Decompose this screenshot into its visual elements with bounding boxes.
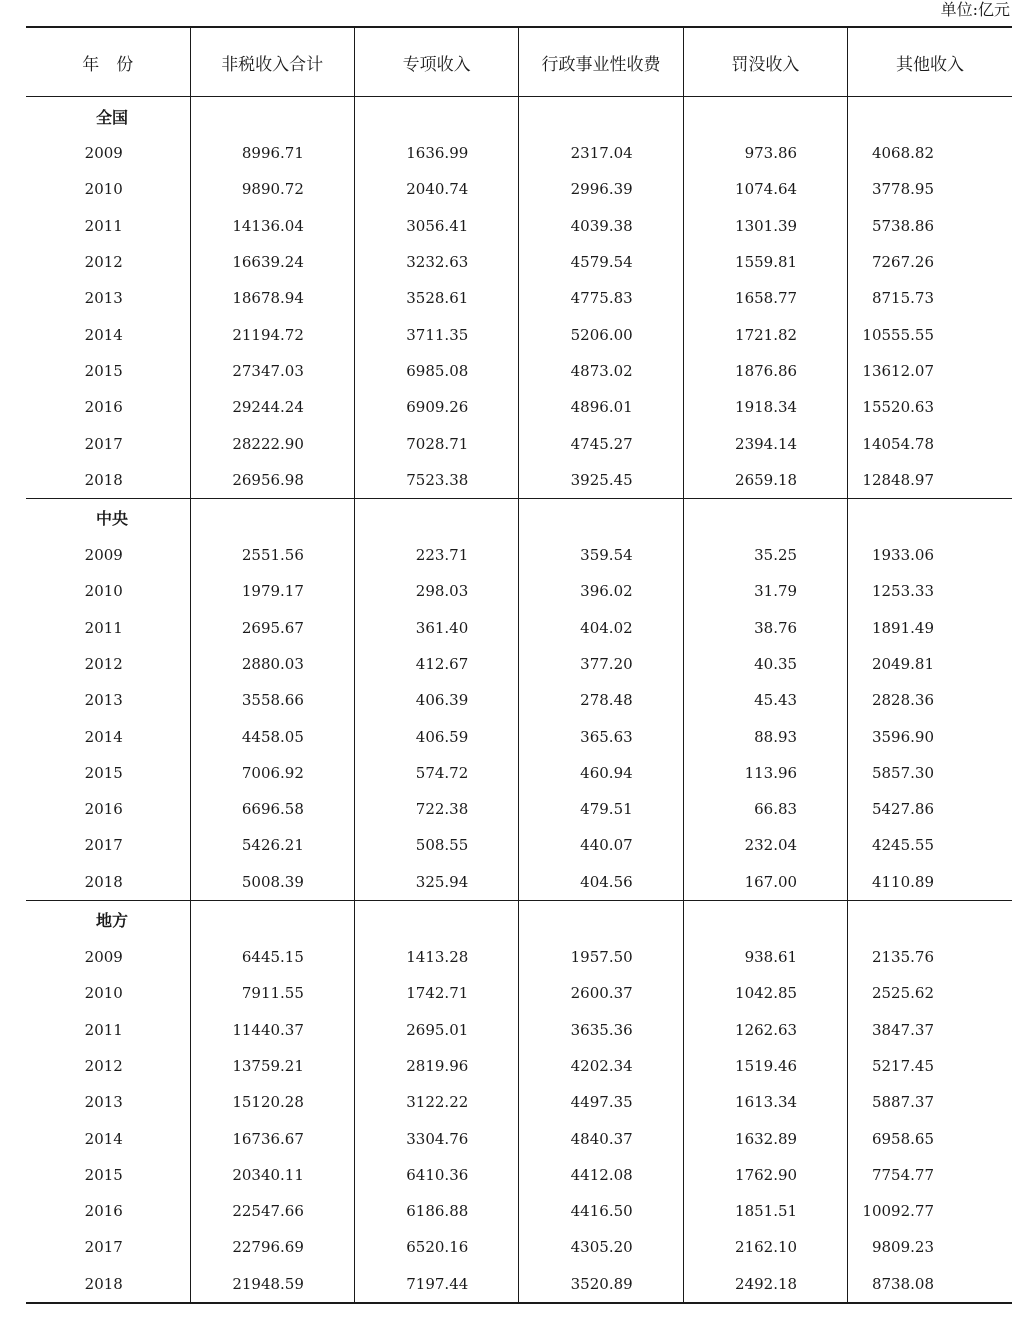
cell-admin-fees: 3635.36 <box>519 1012 683 1048</box>
unit-label: 单位:亿元 <box>940 0 1010 19</box>
cell-other: 4110.89 <box>848 864 1012 901</box>
cell-total: 11440.37 <box>190 1012 354 1048</box>
table-row <box>26 316 1012 352</box>
cell-year: 2017 <box>84 434 123 453</box>
cell-other: 13612.07 <box>848 353 1012 389</box>
table-row <box>26 864 1012 901</box>
cell-fines: 232.04 <box>683 827 847 863</box>
table-row <box>26 425 1012 461</box>
cell-other: 7267.26 <box>848 244 1012 280</box>
cell-total: 3558.66 <box>190 682 354 718</box>
empty-cell <box>519 498 683 537</box>
empty-cell <box>848 900 1012 939</box>
empty-cell <box>354 900 518 939</box>
cell-admin-fees: 3520.89 <box>519 1266 683 1303</box>
cell-total: 21194.72 <box>190 316 354 352</box>
cell-fines: 40.35 <box>683 646 847 682</box>
cell-fines: 1301.39 <box>683 208 847 244</box>
cell-year: 2017 <box>84 1238 123 1257</box>
cell-year: 2010 <box>84 582 123 601</box>
section-row <box>26 498 1012 537</box>
cell-other: 2135.76 <box>848 939 1012 975</box>
cell-total: 14136.04 <box>190 208 354 244</box>
cell-fines: 2659.18 <box>683 462 847 499</box>
header-total: 非税收入合计 <box>190 27 354 97</box>
cell-special: 2819.96 <box>354 1048 518 1084</box>
cell-fines: 167.00 <box>683 864 847 901</box>
cell-total: 13759.21 <box>190 1048 354 1084</box>
cell-year: 2015 <box>84 1165 123 1184</box>
cell-other: 9809.23 <box>848 1229 1012 1265</box>
cell-admin-fees: 4412.08 <box>519 1157 683 1193</box>
cell-admin-fees: 1957.50 <box>519 939 683 975</box>
table-row <box>26 537 1012 573</box>
cell-year: 2016 <box>84 800 123 819</box>
cell-special: 1742.71 <box>354 975 518 1011</box>
cell-admin-fees: 404.56 <box>519 864 683 901</box>
cell-total: 8996.71 <box>190 135 354 171</box>
table-row <box>26 975 1012 1011</box>
cell-special: 574.72 <box>354 755 518 791</box>
cell-special: 298.03 <box>354 573 518 609</box>
cell-other: 5857.30 <box>848 755 1012 791</box>
table-row <box>26 791 1012 827</box>
cell-year: 2013 <box>84 1093 123 1112</box>
cell-special: 6520.16 <box>354 1229 518 1265</box>
cell-year: 2016 <box>84 398 123 417</box>
cell-fines: 938.61 <box>683 939 847 975</box>
empty-cell <box>354 498 518 537</box>
cell-admin-fees: 365.63 <box>519 718 683 754</box>
cell-total: 28222.90 <box>190 425 354 461</box>
cell-year: 2012 <box>84 655 123 673</box>
cell-total: 6696.58 <box>190 791 354 827</box>
cell-admin-fees: 440.07 <box>519 827 683 863</box>
cell-special: 3056.41 <box>354 208 518 244</box>
cell-year: 2010 <box>84 984 123 1003</box>
cell-year: 2016 <box>84 1202 123 1221</box>
cell-total: 16639.24 <box>190 244 354 280</box>
cell-special: 6909.26 <box>354 389 518 425</box>
cell-admin-fees: 4579.54 <box>519 244 683 280</box>
section-label: 地方 <box>96 911 129 931</box>
cell-special: 406.39 <box>354 682 518 718</box>
cell-fines: 113.96 <box>683 755 847 791</box>
cell-other: 3847.37 <box>848 1012 1012 1048</box>
cell-fines: 1262.63 <box>683 1012 847 1048</box>
cell-fines: 31.79 <box>683 573 847 609</box>
table-row <box>26 244 1012 280</box>
cell-other: 2525.62 <box>848 975 1012 1011</box>
cell-total: 26956.98 <box>190 462 354 499</box>
cell-other: 4068.82 <box>848 135 1012 171</box>
cell-admin-fees: 4039.38 <box>519 208 683 244</box>
cell-admin-fees: 359.54 <box>519 537 683 573</box>
cell-year: 2014 <box>84 1129 123 1148</box>
header-other: 其他收入 <box>848 27 1012 97</box>
cell-year: 2018 <box>26 462 190 499</box>
cell-year: 2013 <box>84 289 123 308</box>
cell-special: 2695.01 <box>354 1012 518 1048</box>
cell-other: 1891.49 <box>848 610 1012 646</box>
cell-other: 1933.06 <box>848 537 1012 573</box>
cell-special: 406.59 <box>354 718 518 754</box>
table-header <box>26 27 1012 97</box>
cell-total: 2551.56 <box>190 537 354 573</box>
cell-other: 5887.37 <box>848 1084 1012 1120</box>
cell-admin-fees: 4305.20 <box>519 1229 683 1265</box>
cell-total: 21948.59 <box>190 1266 354 1303</box>
cell-admin-fees: 377.20 <box>519 646 683 682</box>
table-row <box>26 1157 1012 1193</box>
cell-fines: 1632.89 <box>683 1120 847 1156</box>
cell-year: 2018 <box>26 864 190 901</box>
cell-other: 1253.33 <box>848 573 1012 609</box>
cell-total: 5426.21 <box>190 827 354 863</box>
cell-year: 2011 <box>84 1020 123 1039</box>
cell-special: 1636.99 <box>354 135 518 171</box>
cell-year: 2012 <box>84 253 123 272</box>
cell-other: 7754.77 <box>848 1157 1012 1193</box>
section-row <box>26 97 1012 136</box>
cell-special: 7523.38 <box>354 462 518 499</box>
cell-special: 2040.74 <box>354 171 518 207</box>
cell-special: 3232.63 <box>354 244 518 280</box>
cell-fines: 1559.81 <box>683 244 847 280</box>
cell-year: 2017 <box>84 836 123 855</box>
cell-special: 3122.22 <box>354 1084 518 1120</box>
cell-special: 3528.61 <box>354 280 518 316</box>
cell-fines: 2162.10 <box>683 1229 847 1265</box>
cell-other: 5738.86 <box>848 208 1012 244</box>
table-row <box>26 1229 1012 1265</box>
cell-total: 9890.72 <box>190 171 354 207</box>
cell-other: 5217.45 <box>848 1048 1012 1084</box>
cell-other: 10555.55 <box>848 316 1012 352</box>
table-row <box>26 171 1012 207</box>
table-row <box>26 1012 1012 1048</box>
cell-total: 7911.55 <box>190 975 354 1011</box>
cell-year: 2014 <box>84 325 123 344</box>
cell-other: 3596.90 <box>848 718 1012 754</box>
cell-fines: 66.83 <box>683 791 847 827</box>
table-row <box>26 462 1012 499</box>
table-row <box>26 718 1012 754</box>
cell-fines: 45.43 <box>683 682 847 718</box>
cell-special: 3304.76 <box>354 1120 518 1156</box>
cell-other: 15520.63 <box>848 389 1012 425</box>
cell-special: 361.40 <box>354 610 518 646</box>
cell-total: 4458.05 <box>190 718 354 754</box>
cell-total: 1979.17 <box>190 573 354 609</box>
cell-admin-fees: 4497.35 <box>519 1084 683 1120</box>
cell-year: 2011 <box>84 618 123 637</box>
cell-fines: 1918.34 <box>683 389 847 425</box>
empty-cell <box>354 97 518 136</box>
section-label: 全国 <box>96 107 129 127</box>
cell-fines: 1613.34 <box>683 1084 847 1120</box>
cell-year: 2009 <box>84 546 123 565</box>
cell-total: 22547.66 <box>190 1193 354 1229</box>
empty-cell <box>190 97 354 136</box>
table-row <box>26 682 1012 718</box>
table-row <box>26 1084 1012 1120</box>
table-row <box>26 135 1012 171</box>
cell-other: 5427.86 <box>848 791 1012 827</box>
table-row <box>26 353 1012 389</box>
cell-total: 6445.15 <box>190 939 354 975</box>
cell-year: 2018 <box>26 1266 190 1303</box>
cell-admin-fees: 2600.37 <box>519 975 683 1011</box>
cell-year: 2015 <box>84 361 123 380</box>
empty-cell <box>519 900 683 939</box>
cell-admin-fees: 3925.45 <box>519 462 683 499</box>
cell-year: 2015 <box>84 763 123 782</box>
cell-total: 15120.28 <box>190 1084 354 1120</box>
empty-cell <box>683 498 847 537</box>
cell-other: 10092.77 <box>848 1193 1012 1229</box>
cell-special: 508.55 <box>354 827 518 863</box>
cell-other: 8715.73 <box>848 280 1012 316</box>
cell-special: 412.67 <box>354 646 518 682</box>
non-tax-revenue-table <box>26 26 1012 1304</box>
table-row <box>26 208 1012 244</box>
cell-fines: 1658.77 <box>683 280 847 316</box>
cell-special: 722.38 <box>354 791 518 827</box>
table-body <box>26 97 1012 1303</box>
cell-fines: 2394.14 <box>683 425 847 461</box>
table-row <box>26 755 1012 791</box>
cell-other: 2828.36 <box>848 682 1012 718</box>
cell-admin-fees: 4416.50 <box>519 1193 683 1229</box>
table-row <box>26 1120 1012 1156</box>
cell-fines: 973.86 <box>683 135 847 171</box>
cell-special: 7028.71 <box>354 425 518 461</box>
cell-fines: 38.76 <box>683 610 847 646</box>
empty-cell <box>190 498 354 537</box>
cell-total: 20340.11 <box>190 1157 354 1193</box>
cell-admin-fees: 460.94 <box>519 755 683 791</box>
header-year: 年 份 <box>26 27 190 97</box>
cell-total: 2695.67 <box>190 610 354 646</box>
table-row <box>26 610 1012 646</box>
cell-year: 2012 <box>84 1056 123 1075</box>
table-row <box>26 1048 1012 1084</box>
cell-fines: 1074.64 <box>683 171 847 207</box>
cell-total: 22796.69 <box>190 1229 354 1265</box>
cell-admin-fees: 4896.01 <box>519 389 683 425</box>
cell-other: 3778.95 <box>848 171 1012 207</box>
header-admin-fees: 行政事业性收费 <box>519 27 683 97</box>
cell-admin-fees: 404.02 <box>519 610 683 646</box>
cell-total: 29244.24 <box>190 389 354 425</box>
cell-special: 7197.44 <box>354 1266 518 1303</box>
table-row <box>26 1266 1012 1303</box>
cell-special: 223.71 <box>354 537 518 573</box>
empty-cell <box>848 97 1012 136</box>
cell-fines: 1721.82 <box>683 316 847 352</box>
cell-fines: 35.25 <box>683 537 847 573</box>
cell-year: 2013 <box>84 691 123 710</box>
table-row <box>26 939 1012 975</box>
cell-other: 12848.97 <box>848 462 1012 499</box>
table-row <box>26 827 1012 863</box>
cell-total: 16736.67 <box>190 1120 354 1156</box>
cell-other: 14054.78 <box>848 425 1012 461</box>
cell-total: 27347.03 <box>190 353 354 389</box>
cell-fines: 1519.46 <box>683 1048 847 1084</box>
table-row <box>26 646 1012 682</box>
cell-other: 4245.55 <box>848 827 1012 863</box>
cell-total: 7006.92 <box>190 755 354 791</box>
cell-admin-fees: 396.02 <box>519 573 683 609</box>
table-row <box>26 573 1012 609</box>
cell-year: 2009 <box>84 144 123 163</box>
cell-other: 2049.81 <box>848 646 1012 682</box>
cell-total: 18678.94 <box>190 280 354 316</box>
cell-admin-fees: 4873.02 <box>519 353 683 389</box>
empty-cell <box>848 498 1012 537</box>
table-row <box>26 389 1012 425</box>
empty-cell <box>519 97 683 136</box>
empty-cell <box>683 97 847 136</box>
cell-special: 6186.88 <box>354 1193 518 1229</box>
cell-special: 325.94 <box>354 864 518 901</box>
section-label: 中央 <box>96 509 129 529</box>
cell-fines: 88.93 <box>683 718 847 754</box>
cell-other: 8738.08 <box>848 1266 1012 1303</box>
cell-admin-fees: 2996.39 <box>519 171 683 207</box>
cell-fines: 1762.90 <box>683 1157 847 1193</box>
cell-special: 3711.35 <box>354 316 518 352</box>
section-row <box>26 900 1012 939</box>
cell-admin-fees: 4202.34 <box>519 1048 683 1084</box>
cell-admin-fees: 278.48 <box>519 682 683 718</box>
empty-cell <box>683 900 847 939</box>
cell-admin-fees: 2317.04 <box>519 135 683 171</box>
cell-total: 5008.39 <box>190 864 354 901</box>
empty-cell <box>190 900 354 939</box>
cell-admin-fees: 4775.83 <box>519 280 683 316</box>
cell-admin-fees: 479.51 <box>519 791 683 827</box>
table-row <box>26 280 1012 316</box>
cell-admin-fees: 5206.00 <box>519 316 683 352</box>
cell-special: 1413.28 <box>354 939 518 975</box>
cell-year: 2011 <box>84 216 123 235</box>
cell-year: 2010 <box>84 180 123 199</box>
header-fines: 罚没收入 <box>683 27 847 97</box>
table-row <box>26 1193 1012 1229</box>
cell-admin-fees: 4840.37 <box>519 1120 683 1156</box>
cell-year: 2014 <box>84 727 123 746</box>
cell-year: 2009 <box>84 948 123 967</box>
cell-fines: 1042.85 <box>683 975 847 1011</box>
cell-fines: 1851.51 <box>683 1193 847 1229</box>
cell-fines: 2492.18 <box>683 1266 847 1303</box>
header-special: 专项收入 <box>354 27 518 97</box>
cell-special: 6410.36 <box>354 1157 518 1193</box>
cell-other: 6958.65 <box>848 1120 1012 1156</box>
cell-total: 2880.03 <box>190 646 354 682</box>
cell-fines: 1876.86 <box>683 353 847 389</box>
header-row <box>26 27 1012 97</box>
cell-admin-fees: 4745.27 <box>519 425 683 461</box>
cell-special: 6985.08 <box>354 353 518 389</box>
